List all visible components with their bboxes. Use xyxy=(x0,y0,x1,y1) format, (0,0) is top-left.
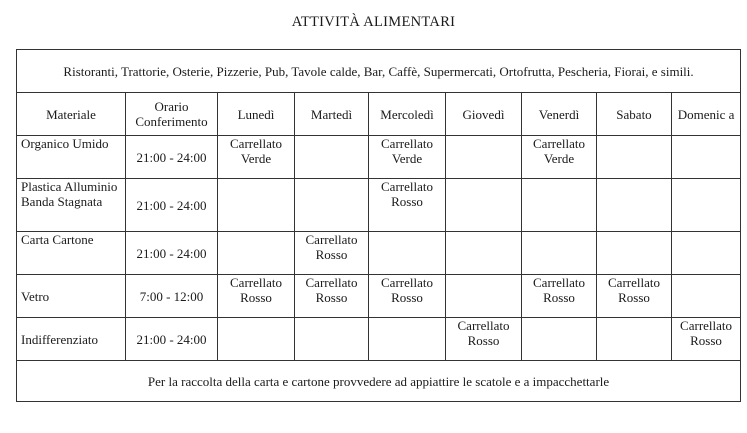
header-day: Sabato xyxy=(597,93,672,136)
day-cell xyxy=(369,232,446,275)
day-cell xyxy=(295,179,369,232)
table-row xyxy=(17,232,741,275)
day-cell: Carrellato Rosso xyxy=(369,179,446,232)
material-cell: Indifferenziato xyxy=(17,318,126,361)
day-cell: Carrellato Rosso xyxy=(295,232,369,275)
table-row xyxy=(17,179,741,232)
day-cell: Carrellato Verde xyxy=(218,136,295,179)
day-cell xyxy=(597,232,672,275)
material-cell: Carta Cartone xyxy=(17,232,126,275)
day-cell: Carrellato Rosso xyxy=(522,275,597,318)
day-cell xyxy=(446,232,522,275)
day-cell: Carrellato Rosso xyxy=(446,318,522,361)
day-cell: Carrellato Rosso xyxy=(295,275,369,318)
hours-cell: 7:00 - 12:00 xyxy=(126,275,218,318)
day-cell xyxy=(446,179,522,232)
material-cell: Organico Umido xyxy=(17,136,126,179)
hours-cell: 21:00 - 24:00 xyxy=(126,179,218,232)
note-row xyxy=(17,361,741,402)
day-cell: Carrellato Rosso xyxy=(597,275,672,318)
day-cell xyxy=(218,179,295,232)
day-cell: Carrellato Verde xyxy=(369,136,446,179)
business-types-text: Ristoranti, Trattorie, Osterie, Pizzerie, Pub, Tavole calde, Bar, Caffè, Supermercati, Ortofrutta, Pescheria, Fiorai, e simili. xyxy=(17,50,741,93)
hours-cell: 21:00 - 24:00 xyxy=(126,232,218,275)
header-hours: Orario Conferimento xyxy=(126,93,218,136)
day-cell xyxy=(672,232,741,275)
header-day: Domenic a xyxy=(672,93,741,136)
collection-schedule-table xyxy=(16,49,741,402)
day-cell xyxy=(672,136,741,179)
header-day: Mercoledì xyxy=(369,93,446,136)
day-cell: Carrellato Rosso xyxy=(218,275,295,318)
day-cell xyxy=(218,232,295,275)
header-day: Giovedì xyxy=(446,93,522,136)
material-cell: Vetro xyxy=(17,275,126,318)
day-cell xyxy=(295,318,369,361)
day-cell xyxy=(218,318,295,361)
day-cell xyxy=(446,275,522,318)
day-cell: Carrellato Verde xyxy=(522,136,597,179)
day-cell xyxy=(522,179,597,232)
day-cell xyxy=(522,232,597,275)
day-cell xyxy=(597,318,672,361)
intro-row xyxy=(17,50,741,93)
hours-cell: 21:00 - 24:00 xyxy=(126,136,218,179)
day-cell xyxy=(295,136,369,179)
header-material: Materiale xyxy=(17,93,126,136)
table-row xyxy=(17,275,741,318)
hours-cell: 21:00 - 24:00 xyxy=(126,318,218,361)
header-day: Martedì xyxy=(295,93,369,136)
material-cell: Plastica Alluminio Banda Stagnata xyxy=(17,179,126,232)
header-day: Venerdì xyxy=(522,93,597,136)
day-cell xyxy=(446,136,522,179)
header-day: Lunedì xyxy=(218,93,295,136)
table-row xyxy=(17,136,741,179)
day-cell xyxy=(597,136,672,179)
day-cell: Carrellato Rosso xyxy=(369,275,446,318)
collection-note: Per la raccolta della carta e cartone provvedere ad appiattire le scatole e a impacchettarle xyxy=(17,361,741,402)
day-cell xyxy=(672,275,741,318)
page-title: ATTIVITÀ ALIMENTARI xyxy=(291,14,456,30)
day-cell xyxy=(522,318,597,361)
day-cell xyxy=(672,179,741,232)
day-cell xyxy=(369,318,446,361)
table-row xyxy=(17,318,741,361)
day-cell xyxy=(597,179,672,232)
header-row xyxy=(17,93,741,136)
day-cell: Carrellato Rosso xyxy=(672,318,741,361)
